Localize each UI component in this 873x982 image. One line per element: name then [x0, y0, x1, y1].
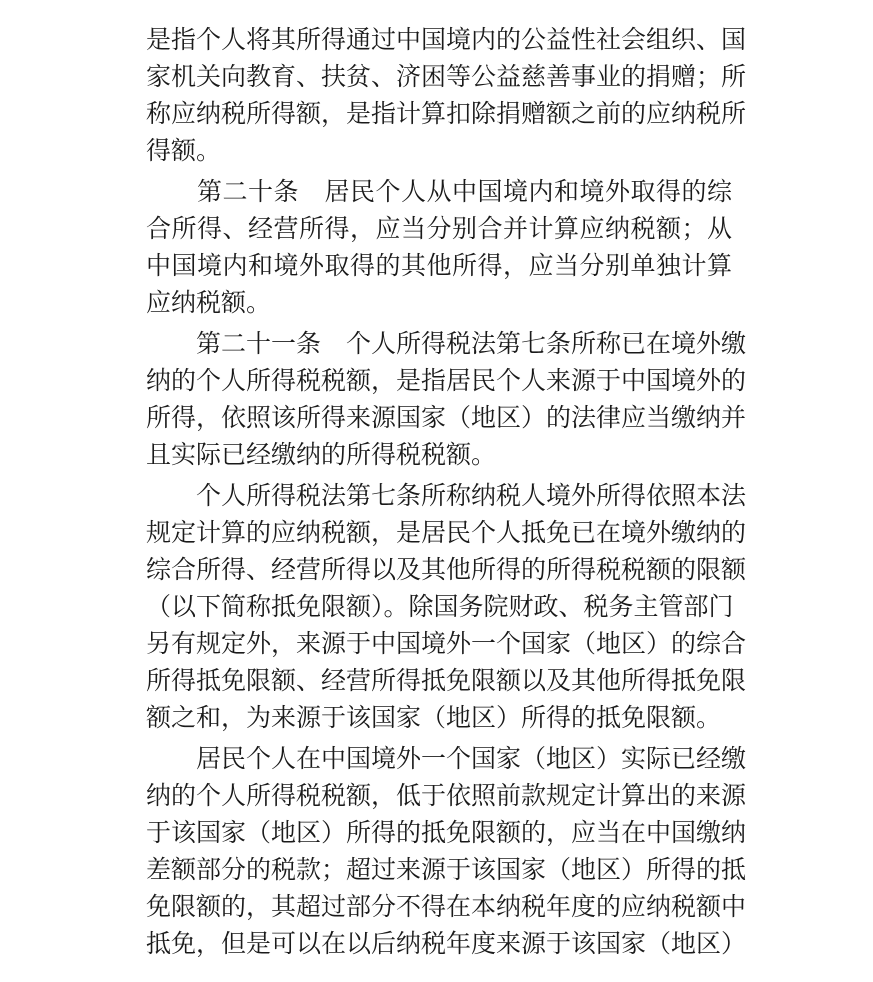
text-line: 中国境内和境外取得的其他所得，应当分别单独计算 [146, 251, 732, 280]
text-line: 免限额的，其超过部分不得在本纳税年度的应纳税额中 [146, 892, 747, 921]
article-20-heading-line: 第二十条 居民个人从中国境内和境外取得的综 [146, 177, 732, 206]
text-line: 家机关向教育、扶贫、济困等公益慈善事业的捐赠；所 [146, 62, 747, 91]
text-line: 居民个人在中国境外一个国家（地区）实际已经缴 [146, 744, 747, 773]
text-line: 应纳税额。 [146, 288, 272, 317]
text-line: 是指个人将其所得通过中国境内的公益性社会组织、国 [146, 25, 747, 54]
text-line: 规定计算的应纳税额，是居民个人抵免已在境外缴纳的 [146, 518, 747, 547]
text-line: 额之和，为来源于该国家（地区）所得的抵免限额。 [146, 703, 722, 732]
text-line: 纳的个人所得税税额，是指居民个人来源于中国境外的 [146, 366, 747, 395]
text-line: 于该国家（地区）所得的抵免限额的，应当在中国缴纳 [146, 818, 747, 847]
text-line: 合所得、经营所得，应当分别合并计算应纳税额；从 [146, 214, 732, 243]
text-line: 且实际已经缴纳的所得税税额。 [146, 440, 497, 469]
article-21-heading-line: 第二十一条 个人所得税法第七条所称已在境外缴 [146, 329, 747, 358]
text-line: 抵免，但是可以在以后纳税年度来源于该国家（地区） [146, 929, 747, 958]
text-line: 综合所得、经营所得以及其他所得的所得税税额的限额 [146, 555, 747, 584]
text-line: 称应纳税所得额，是指计算扣除捐赠额之前的应纳税所 [146, 99, 747, 128]
text-line: 另有规定外，来源于中国境外一个国家（地区）的综合 [146, 629, 747, 658]
text-line: 纳的个人所得税税额，低于依照前款规定计算出的来源 [146, 781, 747, 810]
text-line: 所得，依照该所得来源国家（地区）的法律应当缴纳并 [146, 403, 747, 432]
text-line: 得额。 [146, 136, 222, 165]
text-line: （以下简称抵免限额）。除国务院财政、税务主管部门 [146, 592, 734, 621]
text-line: 差额部分的税款；超过来源于该国家（地区）所得的抵 [146, 855, 747, 884]
text-line: 个人所得税法第七条所称纳税人境外所得依照本法 [146, 481, 747, 510]
text-line: 所得抵免限额、经营所得抵免限额以及其他所得抵免限 [146, 666, 747, 695]
